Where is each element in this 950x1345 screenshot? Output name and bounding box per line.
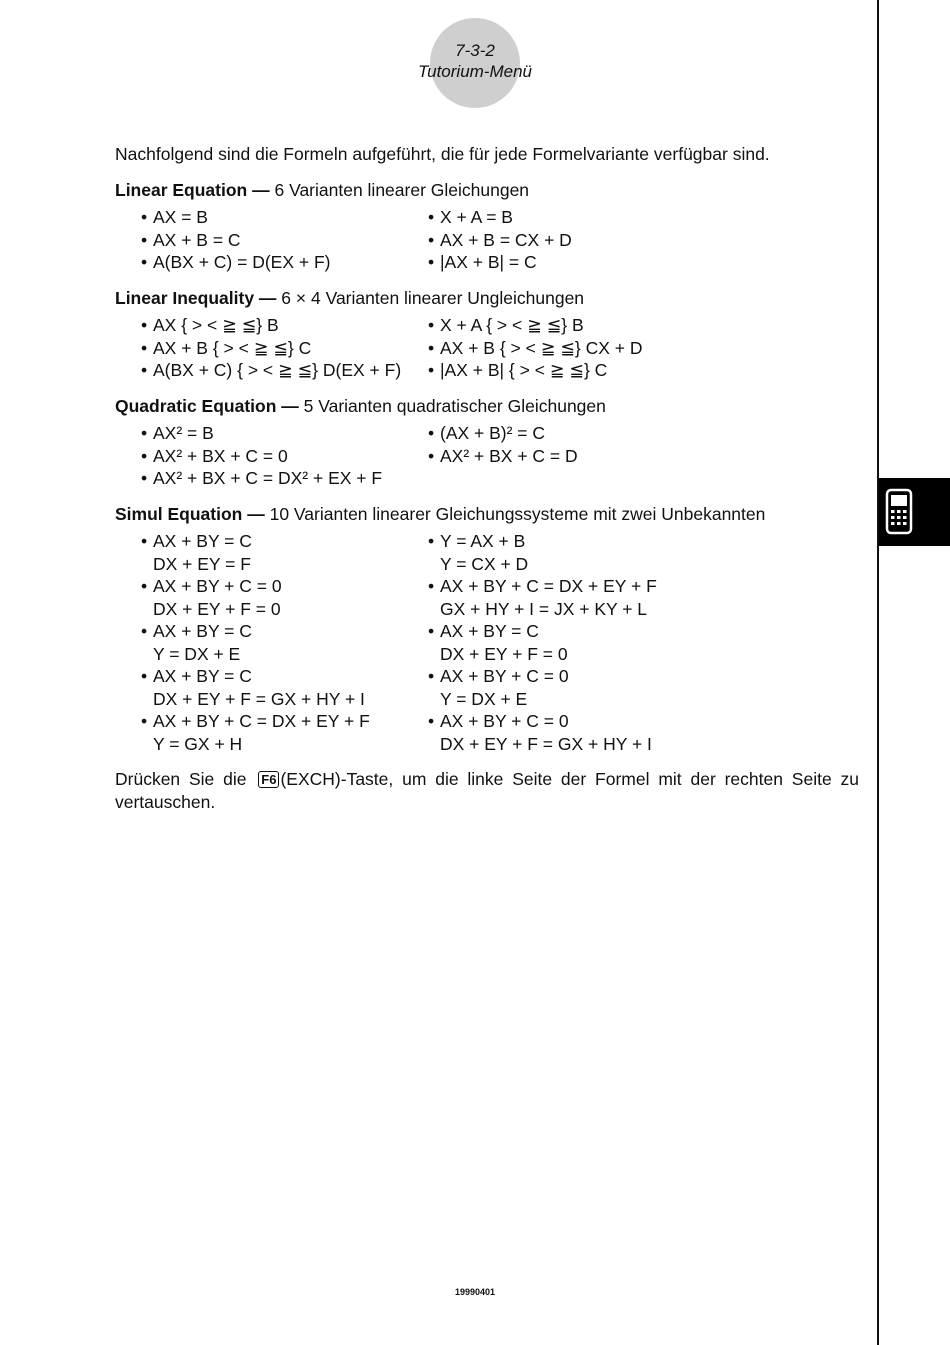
formula-text	[153, 530, 252, 575]
formula-text	[153, 359, 401, 382]
formula-text	[153, 251, 330, 274]
right-margin-rule	[877, 0, 879, 1345]
bullet-icon: •	[141, 531, 148, 551]
bullet-icon: •	[141, 252, 148, 272]
formula-line: AX² + BX + C = D	[440, 445, 578, 466]
page-number: 7-3-2	[455, 41, 495, 60]
bullet-icon: •	[428, 711, 435, 731]
formula-item	[428, 422, 728, 445]
formula-text	[153, 445, 288, 468]
bullet-icon: •	[428, 207, 435, 227]
formula-line: AX² + BX + C = 0	[153, 445, 288, 466]
bullet-icon: •	[141, 315, 148, 335]
page-header	[380, 40, 570, 82]
formula-text	[440, 314, 584, 337]
formula-item	[141, 229, 428, 252]
formula-section	[115, 395, 859, 490]
formula-line: AX + BY + C = DX + EY + F	[440, 576, 657, 596]
formula-text	[440, 359, 607, 382]
formula-line: DX + EY + F = 0	[153, 598, 281, 619]
formula-item	[141, 467, 428, 490]
formula-text	[153, 575, 282, 620]
bullet-icon: •	[141, 666, 148, 686]
formula-line: AX² + BX + C = DX² + EX + F	[153, 468, 383, 488]
formula-text	[153, 665, 365, 710]
formula-line: AX + B { > < ≧ ≦} C	[153, 337, 312, 358]
formula-item	[428, 206, 728, 229]
formula-line: (AX + B)² = C	[440, 423, 546, 443]
bullet-icon: •	[428, 666, 435, 686]
bullet-icon: •	[141, 229, 148, 250]
formula-text	[440, 575, 657, 620]
closing-text-start: Drücken Sie die	[115, 769, 256, 789]
formula-line: AX + B = CX + D	[440, 229, 572, 250]
f6-key-icon: F6	[258, 771, 279, 788]
formula-line: Y = DX + E	[153, 643, 241, 664]
closing-text	[115, 768, 859, 813]
closing-text-end: (EXCH)-Taste, um die linke Seite der Formel mit der rechten Seite zu vertauschen.	[115, 769, 859, 812]
bullet-icon: •	[141, 576, 148, 596]
formula-section	[115, 287, 859, 382]
formula-item	[141, 422, 428, 445]
formula-text	[153, 337, 311, 360]
formula-list	[141, 314, 859, 382]
bullet-icon: •	[428, 360, 435, 380]
formula-line: A(BX + C) { > < ≧ ≦} D(EX + F)	[153, 360, 402, 380]
bullet-icon: •	[428, 621, 435, 641]
formula-line: DX + EY + F = GX + HY + I	[153, 688, 365, 709]
formula-text	[440, 422, 545, 445]
bullet-icon: •	[141, 337, 148, 358]
formula-line: AX + BY = C	[153, 666, 252, 686]
formula-item	[141, 314, 428, 337]
formula-item	[428, 359, 728, 382]
formula-item	[428, 620, 728, 665]
bullet-icon: •	[141, 468, 148, 488]
bullet-icon: •	[141, 445, 148, 466]
formula-line: Y = CX + D	[440, 553, 529, 574]
formula-line: AX + B { > < ≧ ≦} CX + D	[440, 337, 643, 358]
section-title: Linear Inequality —	[115, 287, 277, 308]
bullet-icon: •	[428, 531, 435, 551]
formula-line: Y = GX + H	[153, 733, 243, 754]
formula-text	[440, 445, 578, 468]
formula-line: DX + EY = F	[153, 553, 251, 574]
formula-line: A(BX + C) = D(EX + F)	[153, 252, 331, 272]
formula-line: AX { > < ≧ ≦} B	[153, 315, 279, 335]
section-title: Linear Equation —	[115, 179, 270, 200]
section-description: 10 Varianten linearer Gleichungssysteme mit zwei Unbekannten	[264, 503, 766, 524]
bullet-icon: •	[428, 252, 435, 272]
formula-item	[428, 710, 728, 755]
formula-item	[141, 251, 428, 274]
formula-list	[141, 206, 859, 274]
formula-line: AX = B	[153, 207, 208, 227]
formula-list	[141, 422, 859, 490]
bullet-icon: •	[428, 315, 435, 335]
bullet-icon: •	[428, 229, 435, 250]
formula-list	[141, 530, 859, 755]
formula-item	[141, 337, 428, 360]
formula-line: AX + BY = C	[440, 621, 539, 641]
section-description: 5 Varianten quadratischer Gleichungen	[298, 395, 606, 416]
bullet-icon: •	[141, 423, 148, 443]
formula-text	[153, 620, 252, 665]
formula-line: X + A { > < ≧ ≦} B	[440, 315, 584, 335]
formula-line: DX + EY + F = GX + HY + I	[440, 733, 652, 754]
formula-line: DX + EY + F = 0	[440, 643, 568, 664]
formula-item	[428, 251, 728, 274]
bullet-icon: •	[428, 445, 435, 466]
section-description: 6 × 4 Varianten linearer Ungleichungen	[276, 287, 585, 308]
formula-item	[141, 710, 428, 755]
formula-text	[440, 251, 537, 274]
formula-section	[115, 179, 859, 274]
formula-item	[428, 665, 728, 710]
section-heading	[115, 179, 859, 202]
formula-line: AX² = B	[153, 423, 214, 443]
formula-line: AX + BY = C	[153, 531, 252, 551]
formula-item	[428, 445, 728, 468]
formula-item	[141, 445, 428, 468]
formula-line: AX + BY + C = 0	[440, 711, 569, 731]
formula-item	[141, 206, 428, 229]
formula-line: |AX + B| { > < ≧ ≦} C	[440, 360, 608, 380]
formula-text	[440, 229, 572, 252]
formula-item	[141, 359, 428, 382]
formula-text	[153, 422, 214, 445]
section-title: Simul Equation —	[115, 503, 265, 524]
formula-line: AX + BY + C = 0	[440, 666, 569, 686]
formula-text	[153, 229, 241, 252]
bullet-icon: •	[141, 711, 148, 731]
bullet-icon: •	[428, 423, 435, 443]
formula-item	[428, 314, 728, 337]
formula-text	[440, 530, 528, 575]
formula-sections	[115, 179, 859, 756]
formula-line: |AX + B| = C	[440, 252, 537, 272]
formula-text	[153, 710, 370, 755]
formula-line: AX + BY + C = DX + EY + F	[153, 711, 370, 731]
formula-section	[115, 503, 859, 756]
section-heading	[115, 395, 859, 418]
calculator-icon	[884, 488, 920, 536]
formula-line: AX + B = C	[153, 229, 241, 250]
section-title: Tutorium-Menü	[418, 62, 532, 81]
formula-item	[141, 530, 428, 575]
formula-line: Y = DX + E	[440, 688, 528, 709]
formula-text	[440, 620, 568, 665]
formula-line: Y = AX + B	[440, 531, 526, 551]
formula-item	[141, 620, 428, 665]
bullet-icon: •	[428, 337, 435, 358]
formula-item	[428, 575, 728, 620]
formula-text	[153, 314, 279, 337]
intro-text: Nachfolgend sind die Formeln aufgeführt, die für jede Formelvariante verfügbar sind.	[115, 144, 770, 164]
bullet-icon: •	[428, 576, 435, 596]
formula-line: GX + HY + I = JX + KY + L	[440, 598, 648, 619]
page-footer-code: 19990401	[454, 1287, 496, 1297]
formula-item	[428, 530, 728, 575]
section-description: 6 Varianten linearer Gleichungen	[269, 179, 530, 200]
formula-line: AX + BY + C = 0	[153, 576, 282, 596]
formula-text	[440, 665, 569, 710]
chapter-tab	[879, 478, 950, 546]
formula-item	[428, 229, 728, 252]
section-title: Quadratic Equation —	[115, 395, 299, 416]
formula-text	[440, 710, 652, 755]
formula-text	[440, 206, 513, 229]
main-content	[115, 143, 859, 831]
formula-line: X + A = B	[440, 207, 513, 227]
section-heading	[115, 287, 859, 310]
formula-item	[428, 337, 728, 360]
bullet-icon: •	[141, 207, 148, 227]
section-heading	[115, 503, 859, 526]
formula-item	[141, 575, 428, 620]
formula-text	[153, 467, 382, 490]
formula-text	[153, 206, 208, 229]
formula-line: AX + BY = C	[153, 621, 252, 641]
formula-text	[440, 337, 642, 360]
formula-item	[141, 665, 428, 710]
bullet-icon: •	[141, 360, 148, 380]
bullet-icon: •	[141, 621, 148, 641]
